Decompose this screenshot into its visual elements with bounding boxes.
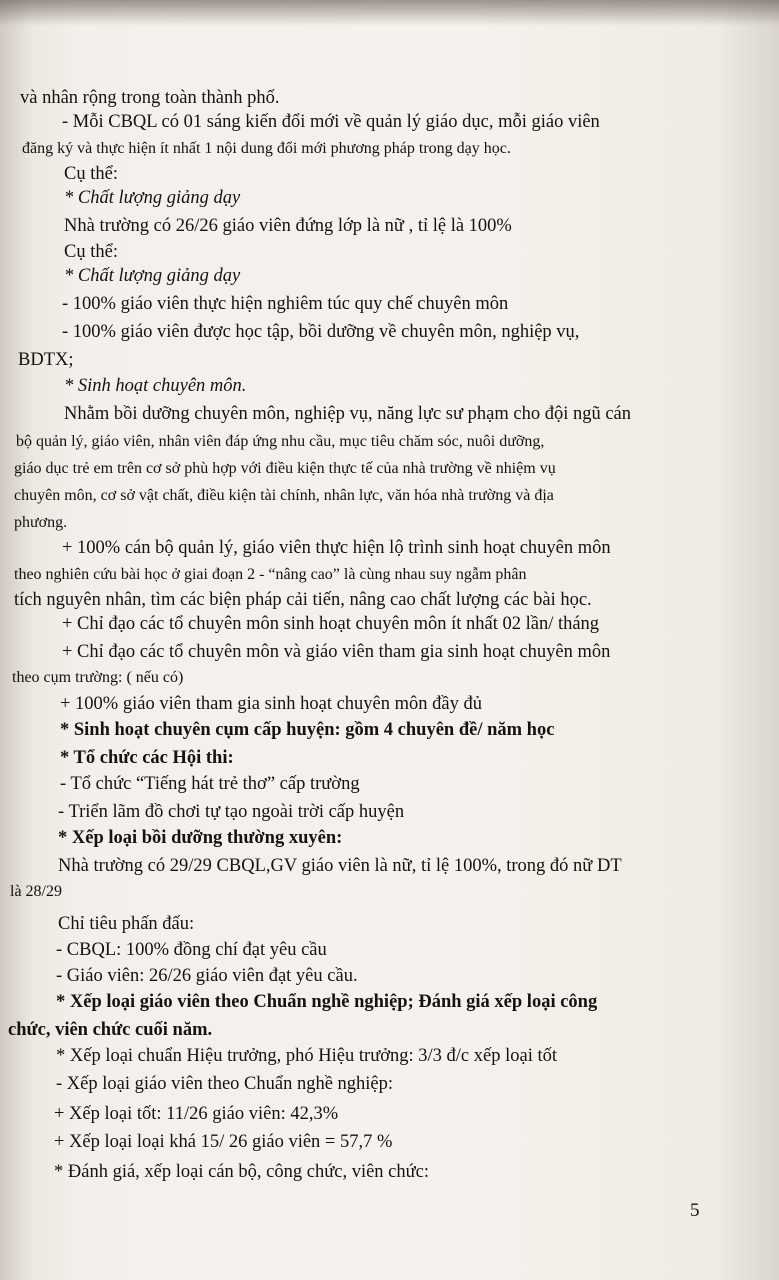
- text-line: - Xếp loại giáo viên theo Chuẩn nghề nghiệp:: [56, 1074, 394, 1094]
- text-line: theo nghiên cứu bài học ở giai đoạn 2 - “nâng cao” là cùng nhau suy ngẫm phân: [14, 566, 527, 583]
- text-line: Chỉ tiêu phấn đấu:: [58, 914, 195, 934]
- section-heading: * Tổ chức các Hội thi:: [60, 748, 234, 768]
- text-line: là 28/29: [10, 883, 62, 900]
- section-heading: * Chất lượng giảng dạy: [64, 188, 241, 208]
- section-heading: * Xếp loại bồi dưỡng thường xuyên:: [58, 828, 343, 848]
- text-line: * Xếp loại chuẩn Hiệu trưởng, phó Hiệu trưởng: 3/3 đ/c xếp loại tốt: [56, 1046, 557, 1066]
- page-number: 5: [690, 1200, 700, 1221]
- text-line: Nhằm bồi dưỡng chuyên môn, nghiệp vụ, năng lực sư phạm cho đội ngũ cán: [64, 404, 632, 424]
- text-line: tích nguyên nhân, tìm các biện pháp cải tiến, nâng cao chất lượng các bài học.: [14, 590, 592, 610]
- text-line: Cụ thể:: [64, 164, 118, 184]
- section-heading: chức, viên chức cuối năm.: [8, 1020, 213, 1040]
- text-line: - 100% giáo viên được học tập, bồi dưỡng về chuyên môn, nghiệp vụ,: [62, 322, 580, 342]
- section-heading: * Sinh hoạt chuyên môn.: [64, 376, 247, 396]
- text-line: Cụ thể:: [64, 242, 118, 262]
- text-line: đăng ký và thực hiện ít nhất 1 nội dung đổi mới phương pháp trong dạy học.: [22, 140, 511, 157]
- text-line: + 100% cán bộ quản lý, giáo viên thực hiện lộ trình sinh hoạt chuyên môn: [62, 538, 611, 558]
- text-line: - Tổ chức “Tiếng hát trẻ thơ” cấp trường: [60, 774, 360, 794]
- text-line: + Xếp loại tốt: 11/26 giáo viên: 42,3%: [54, 1104, 339, 1124]
- text-line: - 100% giáo viên thực hiện nghiêm túc quy chế chuyên môn: [62, 294, 509, 314]
- text-line: theo cụm trường: ( nếu có): [12, 669, 184, 686]
- text-line: Nhà trường có 26/26 giáo viên đứng lớp là nữ , tỉ lệ là 100%: [64, 216, 512, 236]
- text-line: + Xếp loại loại khá 15/ 26 giáo viên = 57,7 %: [54, 1132, 393, 1152]
- text-line: + Chỉ đạo các tổ chuyên môn sinh hoạt chuyên môn ít nhất 02 lần/ tháng: [62, 614, 600, 634]
- text-line: - CBQL: 100% đồng chí đạt yêu cầu: [56, 940, 327, 960]
- text-line: + Chỉ đạo các tổ chuyên môn và giáo viên tham gia sinh hoạt chuyên môn: [62, 642, 611, 662]
- text-line: - Mỗi CBQL có 01 sáng kiến đổi mới về quản lý giáo dục, mỗi giáo viên: [62, 112, 600, 132]
- text-line: Nhà trường có 29/29 CBQL,GV giáo viên là nữ, tỉ lệ 100%, trong đó nữ DT: [58, 856, 622, 876]
- text-line: * Đánh giá, xếp loại cán bộ, công chức, viên chức:: [54, 1162, 430, 1182]
- text-line: - Giáo viên: 26/26 giáo viên đạt yêu cầu.: [56, 966, 358, 986]
- text-line: giáo dục trẻ em trên cơ sở phù hợp với điều kiện thực tế của nhà trường về nhiệm vụ: [14, 460, 556, 477]
- text-line: và nhân rộng trong toàn thành phố.: [20, 88, 280, 108]
- text-line: chuyên môn, cơ sở vật chất, điều kiện tài chính, nhân lực, văn hóa nhà trường và địa: [14, 487, 554, 504]
- section-heading: * Sinh hoạt chuyên cụm cấp huyện: gồm 4 chuyên đề/ năm học: [60, 720, 555, 740]
- text-line: phương.: [14, 514, 68, 531]
- text-line: + 100% giáo viên tham gia sinh hoạt chuyên môn đầy đủ: [60, 694, 482, 714]
- text-line: bộ quản lý, giáo viên, nhân viên đáp ứng nhu cầu, mục tiêu chăm sóc, nuôi dưỡng,: [16, 433, 545, 450]
- section-heading: * Xếp loại giáo viên theo Chuẩn nghề nghiệp; Đánh giá xếp loại công: [56, 992, 598, 1012]
- text-line: BDTX;: [18, 350, 74, 370]
- section-heading: * Chất lượng giảng dạy: [64, 266, 241, 286]
- page-top-shadow: [0, 0, 779, 26]
- text-line: - Triển lãm đồ chơi tự tạo ngoài trời cấp huyện: [58, 802, 405, 822]
